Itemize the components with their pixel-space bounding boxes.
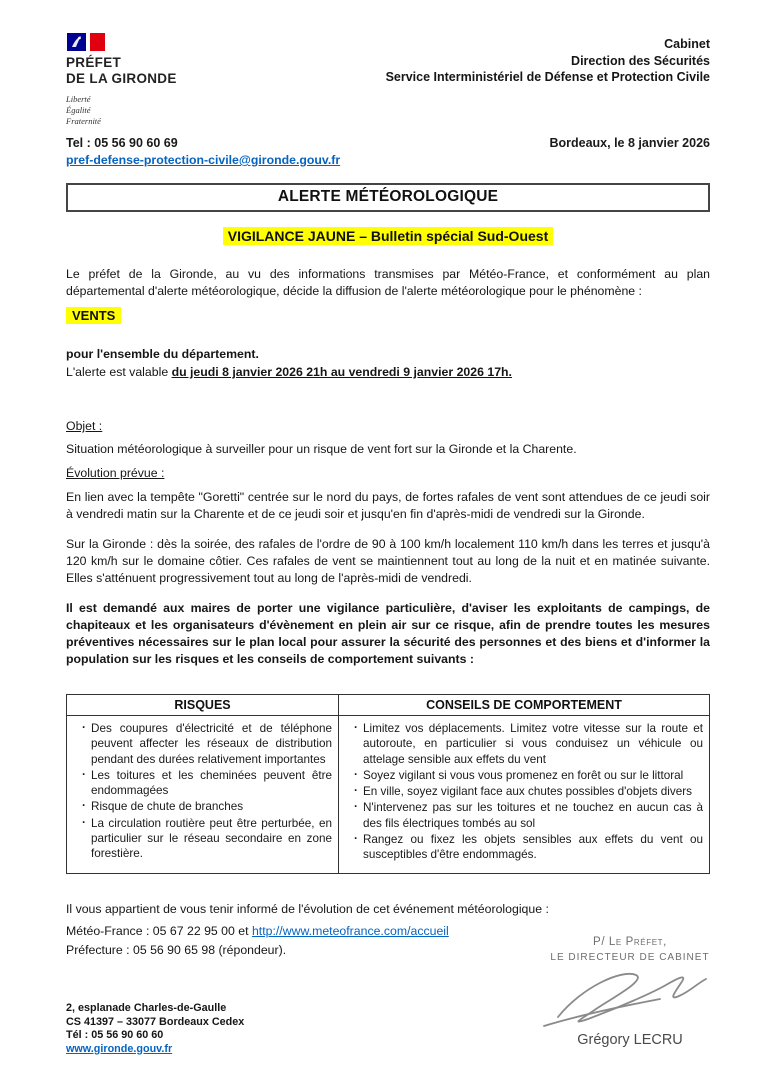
service-line-direction: Direction des Sécurités [571,53,710,68]
prefecture-line: Préfecture : 05 56 90 65 98 (répondeur). [66,942,287,957]
list-item: · Les toitures et les cheminées peuvent être endommagées [82,768,332,799]
list-item: · Limitez vos déplacements. Limitez votre vitesse sur la route et autoroute, en particulier si vous conduisez un véhicule ou attelage sensible aux effets du vent [354,721,703,767]
footer-address-line1: 2, esplanade Charles-de-Gaulle [66,1002,227,1014]
stay-informed-line: Il vous appartient de vous tenir informé de l'évolution de cet événement météorologique : [66,901,549,916]
french-flag-icon [67,33,177,51]
validity-line [66,364,710,381]
phenomenon-highlight: VENTS [66,307,121,324]
flag-blue-block [67,33,86,51]
meteo-france-link[interactable]: http://www.meteofrance.com/accueil [251,923,449,938]
signatory-name: Grégory LECRU [577,1032,683,1048]
service-line-cabinet: Cabinet [664,37,710,51]
evolution-label: Évolution prévue : [66,466,165,480]
motto-liberte: Liberté [66,94,91,104]
logo-motto [66,94,177,127]
contact-row [66,136,710,169]
meteo-france-prefix: Météo-France : 05 67 22 95 00 et [66,923,252,938]
list-item: · N'intervenez pas sur les toitures et ne touchez en aucun cas à des fils électriques tombés au sol [354,800,703,831]
footer-website-link[interactable]: www.gironde.gouv.fr [66,1042,173,1055]
footer-address-block [66,1002,244,1056]
signature-title-line1: P/ Le Préfet, [593,936,667,948]
scope-line: pour l'ensemble du département. [66,347,259,361]
dateline: Bordeaux, le 8 janvier 2026 [549,136,710,150]
signature-block [520,936,740,1048]
phenomenon-line [66,307,710,325]
evolution-paragraph-1: En lien avec la tempête "Goretti" centrée sur le nord du pays, de fortes rafales de vent sont attendues de ce jeudi soir à vendredi matin sur la Charente et de ce jeudi soir et jusqu'en fin d'après-midi de vendredi sur la Gironde. [66,490,710,521]
list-item: · La circulation routière peut être perturbée, en particulier sur le réseau secondaire en zone forestière. [82,816,332,862]
motto-egalite: Égalité [66,105,91,115]
list-item: · Rangez ou fixez les objets sensibles aux effets du vent ou susceptibles d'être endommagés. [354,832,703,863]
vigilance-subtitle [66,228,710,246]
motto-fraternite: Fraternité [66,116,101,126]
objet-label: Objet : [66,419,103,433]
letterhead [66,33,710,127]
intro-paragraph: Le préfet de la Gironde, au vu des informations transmises par Météo-France, et conformément au plan départemental d'alerte météorologique, décide la diffusion de l'alerte météorologique pour le phénomène : [66,267,710,298]
service-line-sidpc: Service Interministériel de Défense et Protection Civile [385,70,710,84]
handwritten-signature-image [540,965,720,1027]
marianne-icon [70,35,83,49]
contact-email-link[interactable]: pref-defense-protection-civile@gironde.gouv.fr [66,153,341,167]
validity-period: du jeudi 8 janvier 2026 21h au vendredi 9 janvier 2026 17h. [171,365,512,379]
list-item: · Risque de chute de branches [82,799,332,814]
risks-advice-table [66,694,710,874]
flag-red-block [90,33,105,51]
logo-line1: PRÉFET [66,55,122,70]
list-item: · Soyez vigilant si vous vous promenez en forêt ou sur le littoral [354,768,703,783]
table-header-row [67,695,710,716]
footer-tel: Tél : 05 56 90 60 60 [66,1029,164,1041]
risks-header: RISQUES [67,695,339,716]
risks-cell [67,716,339,874]
alert-title-box: ALERTE MÉTÉOROLOGIQUE [66,183,710,212]
issuing-service-block [386,33,710,127]
objet-text: Situation météorologique à surveiller pour un risque de vent fort sur la Gironde et la Charente. [66,442,577,456]
mayors-instruction-paragraph: Il est demandé aux maires de porter une vigilance particulière, d'aviser les exploitants de campings, de chapiteaux et les organisateurs d'évènement en plein air sur ce risque, afin de prendre toutes les mesures préventives nécessaires sur le plan local pour assurer la sécurité des personnes et des biens et d'informer la population sur les risques et les conseils de comportement suivants : [66,601,710,666]
signature-title-line2: LE DIRECTEUR DE CABINET [550,952,710,963]
vigilance-subtitle-highlight: VIGILANCE JAUNE – Bulletin spécial Sud-Ouest [223,227,554,245]
risks-list [70,721,332,862]
contact-block [66,136,340,169]
advice-header: CONSEILS DE COMPORTEMENT [338,695,709,716]
logo-line2: DE LA GIRONDE [66,71,177,86]
evolution-paragraph-2: Sur la Gironde : dès la soirée, des rafales de l'ordre de 90 à 100 km/h localement 110 km/h dans les terres et jusqu'à 120 km/h sur le domaine côtier. Ces rafales de vent se maintiennent tout au long de la nuit et en matinée suivante. Elles s'atténuent progressivement tout au long de l'après-midi de vendredi. [66,537,710,585]
contact-tel: Tel : 05 56 90 60 69 [66,136,178,150]
validity-prefix: L'alerte est valable [66,365,172,379]
advice-cell [338,716,709,874]
list-item: · En ville, soyez vigilant face aux chutes possibles d'objets divers [354,784,703,799]
prefet-logo [66,33,177,127]
table-body-row [67,716,710,874]
list-item: · Des coupures d'électricité et de téléphone peuvent affecter les réseaux de distribution pendant des durées relativement importantes [82,721,332,767]
footer-address-line2: CS 41397 – 33077 Bordeaux Cedex [66,1015,245,1028]
advice-list [342,721,703,863]
